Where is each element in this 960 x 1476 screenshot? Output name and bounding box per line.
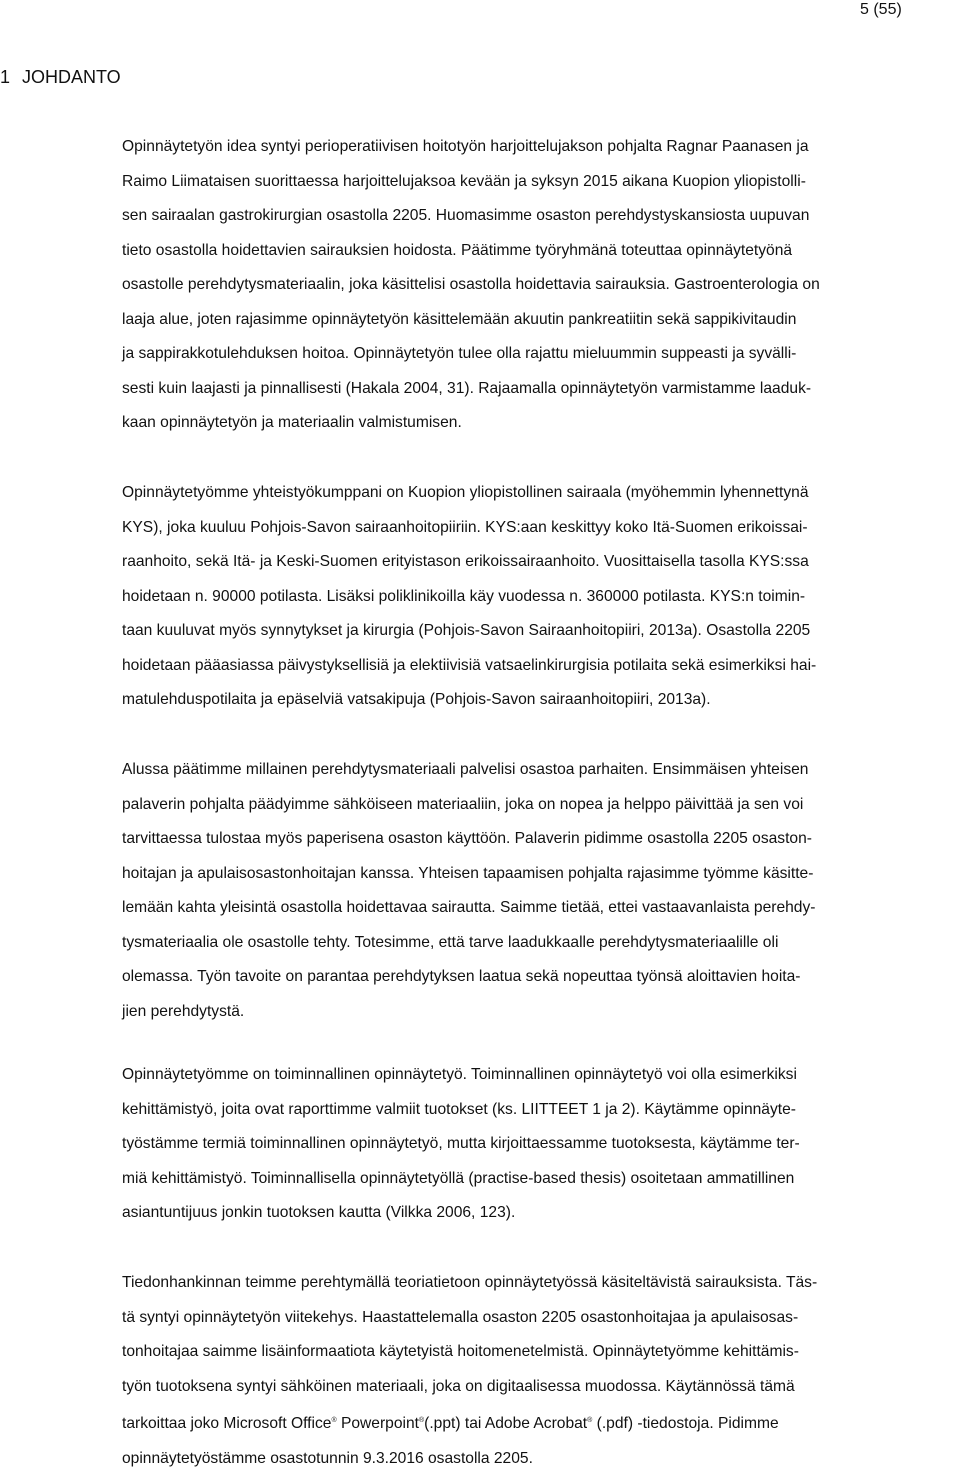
text-line: sesti kuin laajasti ja pinnallisesti (Hakala 2004, 31). Rajaamalla opinnäytetyön varmistamme laaduk- — [122, 372, 952, 407]
paragraph-3 — [122, 753, 952, 1029]
text-line: miä kehittämistyö. Toiminnallisella opinnäytetyöllä (practise-based thesis) osoitetaan ammatillinen — [122, 1162, 952, 1197]
text-line: palaverin pohjalta päädyimme sähköiseen materiaaliin, joka on nopea ja helppo päivittää ja sen voi — [122, 788, 952, 823]
text-line: ja sappirakkotulehduksen hoitoa. Opinnäytetyön tulee olla rajattu mieluummin suppeasti ja syvälli- — [122, 337, 952, 372]
text-line: työstämme termiä toiminnallinen opinnäytetyö, mutta kirjoittaessamme tuotoksesta, käytämme ter- — [122, 1127, 952, 1162]
text-fragment: (.ppt) tai Adobe Acrobat — [424, 1415, 587, 1432]
text-line: taan kuuluvat myös synnytykset ja kirurgia (Pohjois-Savon Sairaanhoitopiiri, 2013a). Osastolla 2205 — [122, 614, 952, 649]
text-line: hoidetaan n. 90000 potilasta. Lisäksi poliklinikoilla käy vuodessa n. 360000 potilasta. KYS:n toimin- — [122, 580, 952, 615]
text-line: KYS), joka kuuluu Pohjois-Savon sairaanhoitopiiriin. KYS:aan keskittyy koko Itä-Suomen erikoissai- — [122, 511, 952, 546]
text-line: raanhoito, sekä Itä- ja Keski-Suomen erityistason erikoissairaanhoito. Vuosittaisella tasolla KYS:ssa — [122, 545, 952, 580]
text-line: asiantuntijuus jonkin tuotoksen kautta (Vilkka 2006, 123). — [122, 1196, 952, 1231]
page-number: 5 (55) — [860, 0, 902, 20]
text-line: sen sairaalan gastrokirurgian osastolla 2205. Huomasimme osaston perehdystyskansiosta uupuvan — [122, 199, 952, 234]
text-fragment: (.pdf) -tiedostoja. Pidimme — [592, 1415, 778, 1432]
text-line: tä syntyi opinnäytetyön viitekehys. Haastattelemalla osaston 2205 osastonhoitajaa ja apulaisosas- — [122, 1301, 952, 1336]
text-line: työn tuotoksena syntyi sähköinen materiaali, joka on digitaalisessa muodossa. Käytännössä tämä — [122, 1370, 952, 1405]
paragraph-1 — [122, 130, 952, 441]
chapter-number: 1 — [0, 66, 22, 88]
paragraph-5 — [122, 1266, 952, 1476]
text-line: tonhoitajaa saimme lisäinformaatiota käytetyistä hoitomenetelmistä. Opinnäytetyömme kehittämis- — [122, 1335, 952, 1370]
text-line: hoitajan ja apulaisosastonhoitajan kanssa. Yhteisen tapaamisen pohjalta rajasimme työmme käsitte- — [122, 857, 952, 892]
text-line: kaan opinnäytetyön ja materiaalin valmistumisen. — [122, 406, 952, 441]
text-line: matulehduspotilaita ja epäselviä vatsakipuja (Pohjois-Savon sairaanhoitopiiri, 2013a). — [122, 683, 952, 718]
chapter-heading — [0, 66, 121, 88]
paragraph-4 — [122, 1058, 952, 1231]
text-line: tieto osastolla hoidettavien sairauksien hoidosta. Päätimme työryhmänä toteuttaa opinnäytetyönä — [122, 234, 952, 269]
text-line: laaja alue, joten rajasimme opinnäytetyön käsittelemään akuutin pankreatiitin sekä sappikivitaudin — [122, 303, 952, 338]
chapter-title: JOHDANTO — [22, 67, 121, 87]
registered-mark: ® — [587, 1417, 592, 1424]
text-line-trademarks — [122, 1404, 952, 1442]
registered-mark: ® — [331, 1417, 336, 1424]
text-line: Alussa päätimme millainen perehdytysmateriaali palvelisi osastoa parhaiten. Ensimmäisen yhteisen — [122, 753, 952, 788]
text-line: lemään kahta yleisintä osastolla hoidettavaa sairautta. Saimme tietää, ettei vastaavanlaista perehdy- — [122, 891, 952, 926]
text-line: kehittämistyö, joita ovat raporttimme valmiit tuotokset (ks. LIITTEET 1 ja 2). Käytämme opinnäyte- — [122, 1093, 952, 1128]
text-fragment: tarkoittaa joko Microsoft Office — [122, 1415, 331, 1432]
text-line: opinnäytetyöstämme osastotunnin 9.3.2016 osastolla 2205. — [122, 1442, 952, 1476]
text-line: osastolle perehdytysmateriaalin, joka käsittelisi osastolla hoidettavia sairauksia. Gastroenterologia on — [122, 268, 952, 303]
text-fragment: Powerpoint — [337, 1415, 419, 1432]
text-line: Tiedonhankinnan teimme perehtymällä teoriatietoon opinnäytetyössä käsiteltävistä sairauksista. Täs- — [122, 1266, 952, 1301]
text-line: jien perehdytystä. — [122, 995, 952, 1030]
paragraph-2 — [122, 476, 952, 718]
text-line: olemassa. Työn tavoite on parantaa perehdytyksen laatua sekä nopeuttaa työnsä aloittavien hoita- — [122, 960, 952, 995]
text-line: tarvittaessa tulostaa myös paperisena osaston käyttöön. Palaverin pidimme osastolla 2205 osaston- — [122, 822, 952, 857]
text-line: Opinnäytetyömme on toiminnallinen opinnäytetyö. Toiminnallinen opinnäytetyö voi olla esimerkiksi — [122, 1058, 952, 1093]
text-line: tysmateriaalia ole osastolle tehty. Totesimme, että tarve laadukkaalle perehdytysmateriaalille oli — [122, 926, 952, 961]
text-line: Raimo Liimataisen suorittaessa harjoittelujaksoa kevään ja syksyn 2015 aikana Kuopion yliopistolli- — [122, 165, 952, 200]
text-line: hoidetaan pääasiassa päivystyksellisiä ja elektiivisiä vatsaelinkirurgisia potilaita sekä esimerkiksi hai- — [122, 649, 952, 684]
text-line: Opinnäytetyömme yhteistyökumppani on Kuopion yliopistollinen sairaala (myöhemmin lyhennettynä — [122, 476, 952, 511]
registered-mark: ® — [419, 1417, 424, 1424]
text-line: Opinnäytetyön idea syntyi perioperatiivisen hoitotyön harjoittelujakson pohjalta Ragnar Paanasen ja — [122, 130, 952, 165]
